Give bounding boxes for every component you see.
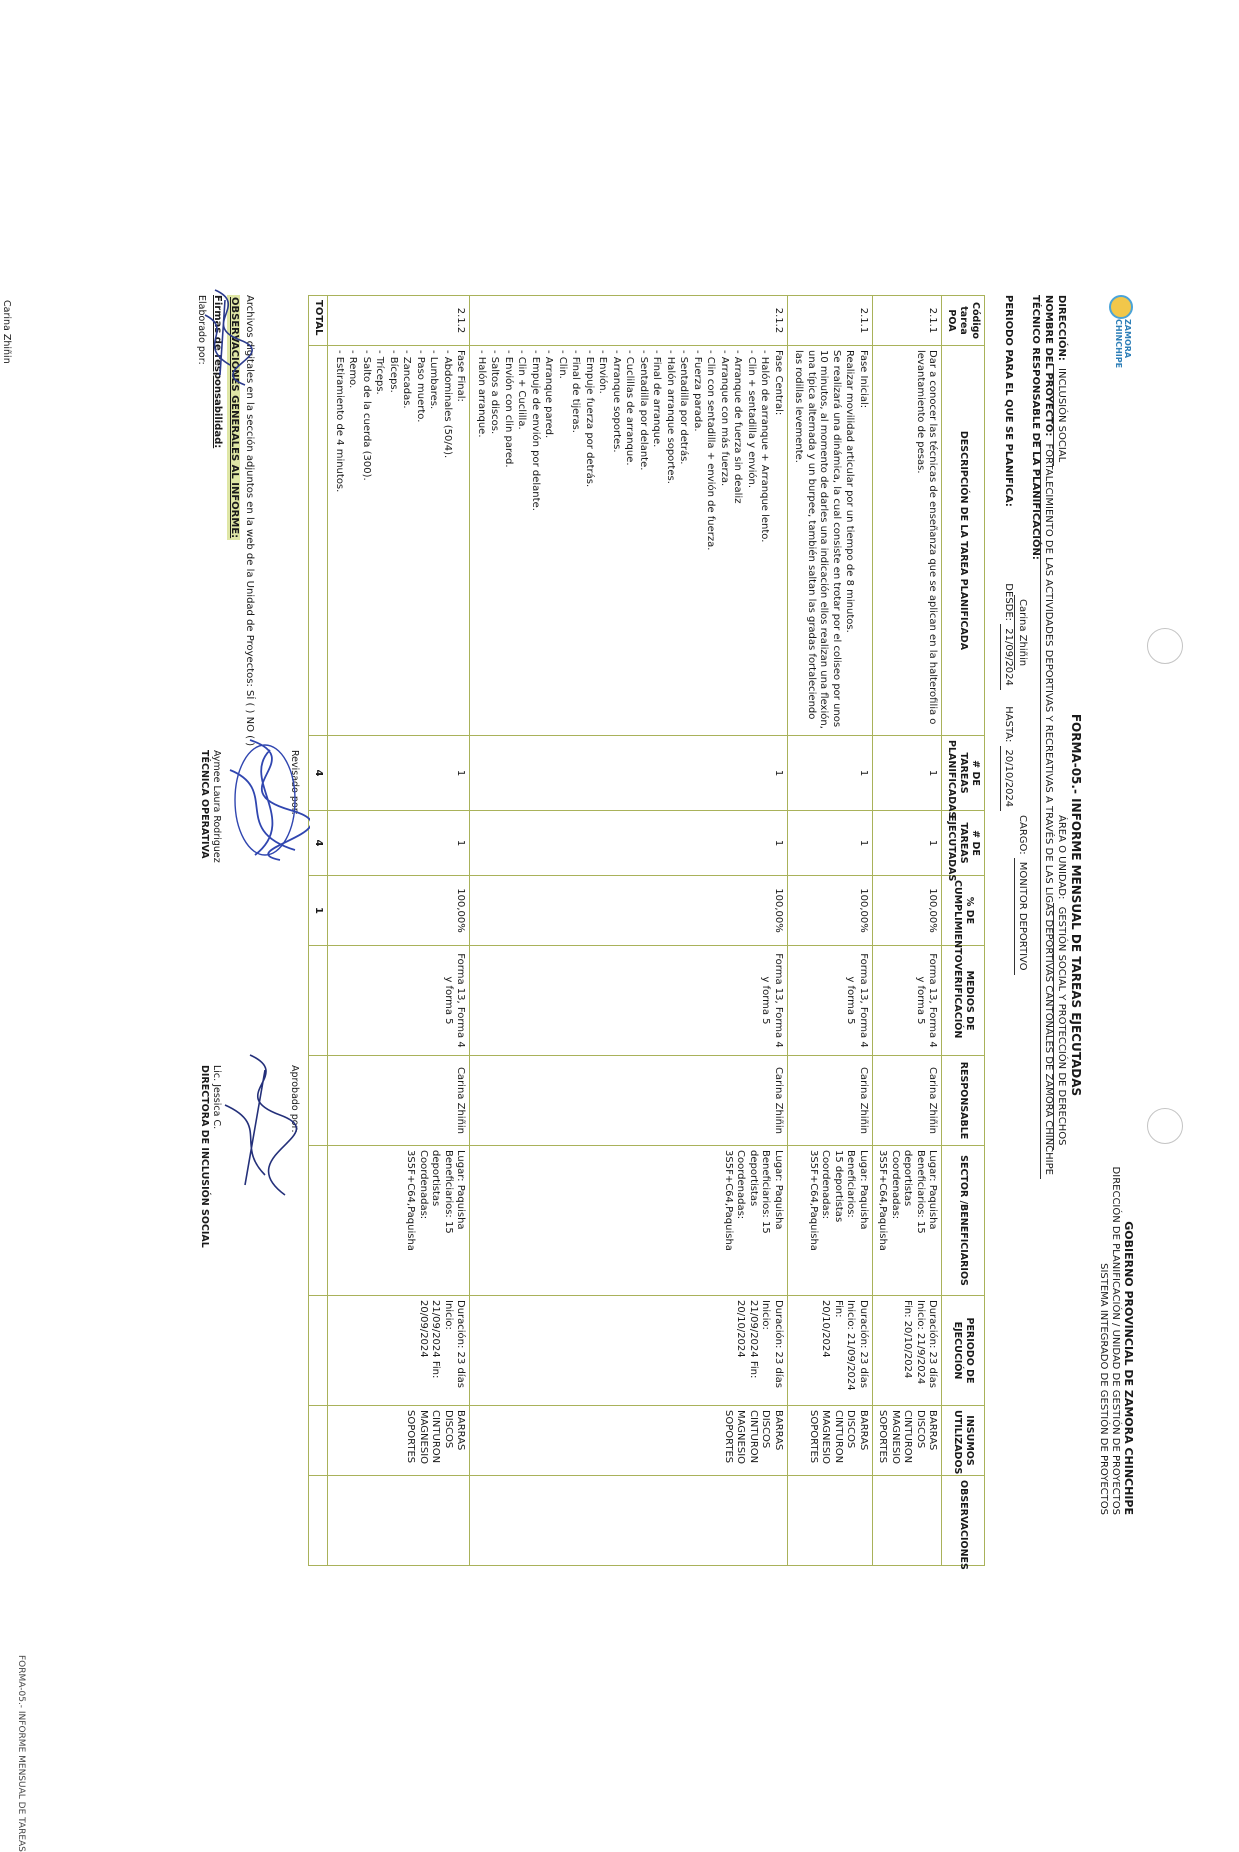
task-beneficiaries-line: Coordenadas: 3S5F+C64,Paquisha — [722, 1150, 747, 1251]
total-empty-4 — [308, 1146, 328, 1296]
col-cumplimiento: % DE CUMPLIMIENTO — [942, 876, 985, 946]
col-insumos: INSUMOS UTILIZADOS — [942, 1406, 985, 1476]
task-verification: Forma 13, Forma 4 y forma 5 — [470, 946, 788, 1056]
description-line: - Empuje fuerza por detrás. — [583, 350, 595, 488]
col-ejecutadas: # DE TAREAS EJECUTADAS — [942, 811, 985, 876]
total-empty-7 — [308, 1476, 328, 1566]
task-verification: Forma 13, Forma 4 y forma 5 — [872, 946, 942, 1056]
col-descripcion: DESCRIPCIÓN DE LA TAREA PLANIFICADA — [942, 346, 985, 736]
description-line: - Arranque de fuerza sin dealiz — [732, 350, 744, 504]
description-line: - Arranque soportes. — [610, 350, 622, 453]
gov-line-1: GOBIERNO PROVINCIAL DE ZAMORA CHINCHIPE — [1122, 1221, 1135, 1515]
task-verification: Forma 13, Forma 4 y forma 5 — [328, 946, 470, 1056]
direccion-label: DIRECCIÓN: — [1056, 295, 1067, 361]
observaciones-label: OBSERVACIONES GENERALES AL INFORME: — [229, 297, 240, 539]
task-period — [872, 1296, 942, 1406]
task-supplies-line: DISCOS — [760, 1410, 772, 1449]
task-observations — [470, 1476, 788, 1566]
task-supplies-line: BARRAS — [927, 1410, 939, 1451]
task-period — [787, 1296, 872, 1406]
task-supplies-line: MAGNESIO — [820, 1410, 832, 1465]
description-line: - Clin. — [556, 350, 568, 379]
area-label: ÁREA O UNIDAD: — [1056, 815, 1067, 900]
col-sector: SECTOR /BENEFICIARIOS — [942, 1146, 985, 1296]
description-line: - Saltos a discos. — [489, 350, 501, 435]
task-beneficiaries-line: Beneficiarios: 15 deportistas — [430, 1150, 454, 1234]
aprobado-name: Lic. Jessica C. — [211, 1065, 223, 1130]
description-line: Fase Central: — [772, 350, 784, 416]
tecnico-label: TÉCNICO RESPONSABLE DE LA PLANIFICACIÓN: — [1030, 295, 1041, 560]
tecnico-value: Carina Zhiñin — [1015, 595, 1029, 670]
proyecto-value: FORTALECIMIENTO DE LAS ACTIVIDADES DEPORTIVAS Y RECREATIVAS A TRAVÉS DE LAS LIGAS DEPORTIVAS CANTONALES DE ZAMORA CHINCHIPE — [1041, 440, 1055, 1179]
description-line: - Clin + Cuclilla. — [516, 350, 528, 430]
task-period — [328, 1296, 470, 1406]
table-row — [470, 296, 788, 1566]
task-period-line: 20/09/2024 — [417, 1300, 429, 1358]
task-period-line: Duración: 23 días — [772, 1300, 784, 1388]
area-row — [1054, 815, 1068, 1150]
task-supplies-line: DISCOS — [914, 1410, 926, 1449]
signature-revisado — [198, 750, 300, 863]
task-supplies-line: MAGNESIO — [735, 1410, 747, 1465]
task-supplies-line: BARRAS — [772, 1410, 784, 1451]
revisado-label: Revisado por: — [289, 750, 300, 815]
elaborado-name: Carina Zhiñin — [1, 300, 12, 364]
task-observations — [787, 1476, 872, 1566]
task-supplies-line: SOPORTES — [722, 1410, 734, 1464]
tasks-table — [308, 295, 985, 1570]
task-beneficiaries — [872, 1146, 942, 1296]
task-supplies — [872, 1406, 942, 1476]
task-supplies-line: BARRAS — [455, 1410, 467, 1451]
total-empty-5 — [308, 1296, 328, 1406]
description-line: - Sentadilla por detrás. — [678, 350, 690, 465]
total-empty — [308, 346, 328, 736]
firmas-label: Firmas de responsabilidad: — [212, 295, 223, 449]
task-description — [328, 346, 470, 736]
task-beneficiaries-line: Lugar: Paquisha — [455, 1150, 467, 1230]
task-description — [787, 346, 872, 736]
form-title: FORMA-05.- INFORME MENSUAL DE TAREAS EJECUTADAS — [1069, 713, 1083, 1097]
task-supplies-line: SOPORTES — [405, 1410, 417, 1464]
task-supplies-line: BARRAS — [857, 1410, 869, 1451]
description-line: - Clin con sentadilla + envión de fuerza. — [705, 350, 717, 551]
description-line: - Bíceps. — [387, 350, 399, 393]
description-line: - Envión con clin pared. — [502, 350, 514, 468]
description-line: - Paso muerto. — [414, 350, 426, 423]
description-line: - Tríceps. — [374, 350, 386, 395]
task-beneficiaries — [470, 1146, 788, 1296]
description-line: - Salto de la cuerda (300). — [360, 350, 372, 481]
task-supplies-line: DISCOS — [442, 1410, 454, 1449]
total-empty-6 — [308, 1406, 328, 1476]
tecnico-value-row — [1015, 595, 1029, 670]
task-percent: 100,00% — [872, 876, 942, 946]
description-line: - Halón arranque soportes. — [664, 350, 676, 484]
description-line: - Halón de arranque + Arranque lento. — [759, 350, 771, 543]
task-period-line: 20/10/2024 — [735, 1300, 747, 1358]
signature-revisado-scribble — [220, 730, 310, 870]
hasta-label: HASTA: — [1003, 706, 1014, 743]
task-beneficiaries-line: Beneficiarios: 15 deportistas — [747, 1150, 772, 1234]
task-beneficiaries — [787, 1146, 872, 1296]
task-percent: 100,00% — [470, 876, 788, 946]
task-beneficiaries-line: Coordenadas: 3S5F+C64,Paquisha — [807, 1150, 832, 1251]
total-planned: 4 — [308, 736, 328, 811]
periodo-row — [1001, 295, 1015, 811]
task-responsible: Carina Zhiñin — [328, 1056, 470, 1146]
total-empty-3 — [308, 1056, 328, 1146]
direccion-value: INCLUSIÓN SOCIAL — [1054, 364, 1068, 466]
task-period-line: 21/09/2024 Fin: — [430, 1300, 442, 1379]
task-beneficiaries-line: Coordenadas: 3S5F+C64,Paquisha — [405, 1150, 429, 1251]
task-executed: 1 — [787, 811, 872, 876]
col-observaciones: OBSERVACIONES — [942, 1476, 985, 1566]
footer-label: FORMA-05.- INFORME MENSUAL DE TAREAS — [16, 1655, 26, 1852]
cargo-label: CARGO: — [1017, 815, 1028, 855]
description-line: Realizar movilidad articular por un tiempo de 8 minutos. — [844, 350, 856, 633]
description-line: - Cuclillas de arranque. — [624, 350, 636, 466]
col-planificadas: # DE TAREAS PLANIFICADAS — [942, 736, 985, 811]
task-supplies-line: CINTURON — [747, 1410, 759, 1464]
hasta-value: 20/10/2024 — [1001, 746, 1015, 812]
task-period-line: Duración: 23 días — [455, 1300, 467, 1388]
task-period-line: 20/10/2024 — [820, 1300, 832, 1358]
description-line: - Zancadas. — [401, 350, 413, 409]
task-executed: 1 — [872, 811, 942, 876]
col-responsable: RESPONSABLE — [942, 1056, 985, 1146]
description-line: - Sentadilla por delante. — [637, 350, 649, 471]
table-body — [328, 296, 942, 1566]
description-line: Fase Final: — [455, 350, 467, 402]
description-line: - Arranque con más fuerza. — [718, 350, 730, 487]
task-planned: 1 — [872, 736, 942, 811]
description-line: - Final de tijeras. — [570, 350, 582, 433]
task-supplies-line: CINTURON — [832, 1410, 844, 1464]
cargo-row — [1015, 815, 1029, 975]
col-medios: MEDIOS DE VERIFICACIÓN — [942, 946, 985, 1056]
elaborado-text-rotated — [0, 300, 12, 416]
total-row — [308, 296, 328, 1566]
task-description — [470, 346, 788, 736]
task-planned: 1 — [787, 736, 872, 811]
task-percent: 100,00% — [787, 876, 872, 946]
elaborado-label: Elaborado por: — [196, 295, 207, 365]
task-period-line: Inicio: — [442, 1300, 454, 1330]
signature-aprobado — [198, 1065, 300, 1248]
task-beneficiaries — [328, 1146, 470, 1296]
col-periodo: PERIODO DE EJECUCIÓN — [942, 1296, 985, 1406]
task-period-line: Inicio: — [760, 1300, 772, 1330]
col-codigo: Código tarea POA — [942, 296, 985, 346]
task-verification: Forma 13, Forma 4 y forma 5 — [787, 946, 872, 1056]
task-supplies-line: CINTURON — [902, 1410, 914, 1464]
task-responsible: Carina Zhiñin — [872, 1056, 942, 1146]
gov-line-3: SISTEMA INTEGRADO DE GESTIÓN DE PROYECTOS — [1097, 1263, 1109, 1515]
punch-hole-bottom — [1147, 1108, 1183, 1144]
area-value: GESTIÓN SOCIAL Y PROTECCIÓN DE DERECHOS — [1054, 903, 1068, 1150]
proyecto-label: NOMBRE DEL PROYECTO: — [1043, 295, 1054, 437]
table-row — [328, 296, 470, 1566]
task-observations — [328, 1476, 470, 1566]
tecnico-row — [1029, 295, 1042, 560]
task-beneficiaries-line: Coordenadas: 3S5F+C64,Paquisha — [877, 1150, 901, 1251]
task-observations — [872, 1476, 942, 1566]
aprobado-label: Aprobado por: — [289, 1065, 300, 1133]
task-period-line: 21/09/2024 Fin: — [747, 1300, 759, 1379]
description-line: - Empuje de envión por delante. — [529, 350, 541, 511]
table-row — [872, 296, 942, 1566]
description-line: - Estiramiento de 4 minutos. — [333, 350, 345, 493]
task-supplies-line: SOPORTES — [807, 1410, 819, 1464]
description-line: - Arranque pared. — [543, 350, 555, 439]
description-line: - Fuerza parada. — [691, 350, 703, 432]
task-period — [470, 1296, 788, 1406]
proyecto-row — [1041, 295, 1055, 1179]
task-code: 2.1.1 — [787, 296, 872, 346]
task-period-line: Duración: 23 días — [927, 1300, 939, 1388]
table-row — [787, 296, 872, 1566]
description-line: - Remo. — [347, 350, 359, 389]
description-line: - Abdominales (50/4). — [441, 350, 453, 459]
description-line: Dar a conocer las técnicas de enseñanza que se aplican en la halterofilia o levantamiento de pesas. — [914, 350, 939, 725]
total-label: TOTAL — [308, 296, 328, 346]
task-code: 2.1.2 — [470, 296, 788, 346]
periodo-label: PERIODO PARA EL QUE SE PLANIFICA: — [1003, 295, 1014, 507]
aprobado-role: DIRECTORA DE INCLUSIÓN SOCIAL — [199, 1065, 211, 1248]
task-planned: 1 — [328, 736, 470, 811]
task-beneficiaries-line: Lugar: Paquisha — [772, 1150, 784, 1230]
task-responsible: Carina Zhiñin — [470, 1056, 788, 1146]
task-description — [872, 346, 942, 736]
task-supplies-line: DISCOS — [845, 1410, 857, 1449]
task-supplies — [328, 1406, 470, 1476]
total-executed: 4 — [308, 811, 328, 876]
direccion-row — [1054, 295, 1068, 466]
task-period-line: Inicio: 21/9/2024 — [914, 1300, 926, 1385]
desde-label: DESDE: — [1003, 583, 1014, 622]
punch-hole-top — [1147, 628, 1183, 664]
task-planned: 1 — [470, 736, 788, 811]
task-period-line: Duración: 23 días — [857, 1300, 869, 1388]
archivos-note: Archivos digitales en la sección adjuntos en la web de la Unidad de Proyectos: SÍ ( ) NO ( ) — [244, 295, 255, 747]
total-percent: 1 — [308, 876, 328, 946]
revisado-name: Aymee Laura Rodriguez — [211, 750, 223, 863]
task-code: 2.1.1 — [872, 296, 942, 346]
task-supplies-line: MAGNESIO — [417, 1410, 429, 1465]
task-supplies-line: SOPORTES — [877, 1410, 889, 1464]
task-beneficiaries-line: Lugar: Paquisha — [927, 1150, 939, 1230]
task-executed: 1 — [328, 811, 470, 876]
rotated-document — [180, 295, 1135, 1570]
task-beneficiaries-line: 15 deportistas — [832, 1150, 844, 1223]
government-header — [1096, 1167, 1135, 1515]
description-line: - Final de arranque. — [651, 350, 663, 448]
logo-emblem-icon — [1109, 295, 1133, 319]
cargo-value: MONITOR DEPORTIVO — [1015, 858, 1029, 975]
table-header-row — [942, 296, 985, 1566]
task-period-line: Fin: 20/10/2024 — [902, 1300, 914, 1379]
signature-aprobado-scribble — [215, 1045, 305, 1205]
description-line: Fase Inicial: — [857, 350, 869, 409]
task-responsible: Carina Zhiñin — [787, 1056, 872, 1146]
task-period-line: Inicio: 21/09/2024 Fin: — [832, 1300, 857, 1391]
description-line: - Lumbares. — [428, 350, 440, 410]
task-code: 2.1.2 — [328, 296, 470, 346]
task-supplies-line: MAGNESIO — [889, 1410, 901, 1465]
task-beneficiaries-line: Beneficiarios: 15 deportistas — [902, 1150, 926, 1234]
description-line: Se realizará una dinámica, la cual consiste en trotar por el coliseo por unos 10 minutos, al momento de darles una indicación ellos realizan una flexión, una típica alternada y un burpee, también saltan las gradas fortaleciendo las rodillas levemente. — [793, 350, 842, 729]
provincial-logo — [1093, 295, 1135, 369]
task-supplies-line: CINTURON — [430, 1410, 442, 1464]
signature-elaborado-scribble — [195, 285, 255, 395]
task-beneficiaries-line: Lugar: Paquisha Beneficiarios: — [845, 1150, 869, 1230]
description-line: - Halón arranque. — [475, 350, 487, 438]
task-percent: 100,00% — [328, 876, 470, 946]
task-supplies — [470, 1406, 788, 1476]
logo-text: ZAMORA CHINCHIPE — [1114, 319, 1132, 369]
description-line: - Envión. — [597, 350, 609, 394]
total-empty-2 — [308, 946, 328, 1056]
description-line: - Clin + sentadilla y envión. — [745, 350, 757, 489]
revisado-role: TÉCNICA OPERATIVA — [199, 750, 211, 859]
desde-value: 21/09/2024 — [1001, 624, 1015, 690]
gov-line-2: DIRECCIÓN DE PLANIFICACIÓN / UNIDAD DE GESTIÓN DE PROYECTOS — [1110, 1166, 1122, 1515]
task-supplies — [787, 1406, 872, 1476]
task-executed: 1 — [470, 811, 788, 876]
